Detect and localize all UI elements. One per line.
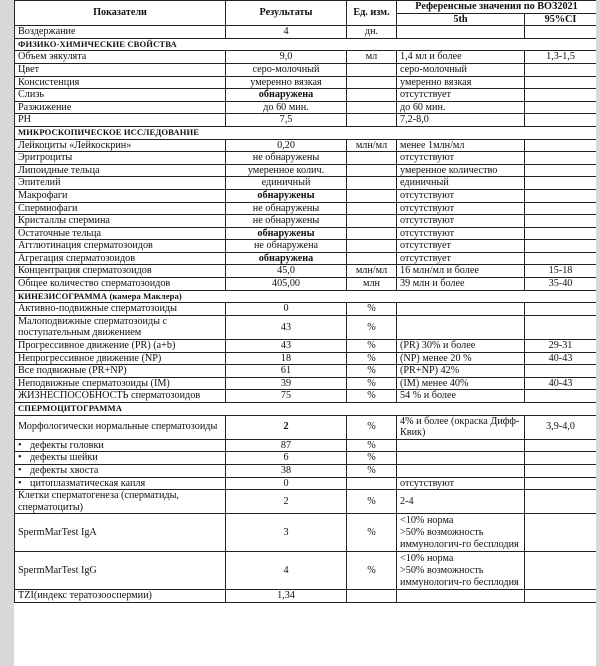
row-ci [525,303,597,316]
row-unit: % [347,552,397,590]
row-name: Макрофаги [15,189,226,202]
row-value: 1,34 [226,590,347,603]
row-value: 43 [226,340,347,353]
row-name: Малоподвижные сперматозоиды с поступательным движением [15,315,226,339]
row-ci [525,189,597,202]
row-ref: отсутствуют [397,477,525,490]
row-ci [525,139,597,152]
row-unit: % [347,365,397,378]
row-name: Спермиофаги [15,202,226,215]
table-row [15,265,597,278]
table-row [15,477,597,490]
row-value: 61 [226,365,347,378]
row-ci [525,590,597,603]
row-unit [347,152,397,165]
table-row [15,352,597,365]
table-row [15,590,597,603]
row-value: 87 [226,439,347,452]
row-unit: % [347,514,397,552]
row-unit [347,240,397,253]
bullet-icon: • [18,452,22,464]
row-value: 45,0 [226,265,347,278]
row-ref-text: <10% норма >50% возможность иммунологич-го бесплодия [400,515,519,550]
row-name: Липоидные тельца [15,164,226,177]
bullet-icon: • [18,477,22,489]
row-ci [525,114,597,127]
report-page [14,0,596,666]
table-row [15,227,597,240]
row-name: Лейкоциты «Лейкоскрин» [15,139,226,152]
table-row [15,152,597,165]
row-name: Агрегация сперматозоидов [15,252,226,265]
row-name: Объем эякулята [15,51,226,64]
row-unit [347,252,397,265]
row-value: 4 [226,26,347,39]
section-title: ФИЗИКО-ХИМИЧЕСКИЕ СВОЙСТВА [15,38,597,51]
row-name-text: дефекты шейки [30,452,98,464]
row-unit: % [347,464,397,477]
row-ci [525,164,597,177]
row-unit [347,114,397,127]
row-value: 0,20 [226,139,347,152]
row-value: не обнаружены [226,202,347,215]
row-ci [525,315,597,339]
section-row [15,290,597,303]
table-row [15,240,597,253]
row-ci [525,89,597,102]
row-unit [347,227,397,240]
row-name: SpermMarTest IgA [15,514,226,552]
row-unit [347,189,397,202]
row-unit: % [347,352,397,365]
row-ci [525,365,597,378]
row-value: не обнаружена [226,240,347,253]
row-ref: отсутствуют [397,152,525,165]
header-95ci: 95%CI [525,13,597,26]
row-unit: % [347,315,397,339]
row-name-text: дефекты хвоста [30,464,99,476]
row-ref: 54 % и более [397,390,525,403]
section-title: КИНЕЗИСОГРАММА (камера Маклера) [15,290,597,303]
table-row [15,377,597,390]
table-row [15,552,597,590]
row-unit: дн. [347,26,397,39]
row-value: не обнаружены [226,152,347,165]
row-name: Агглютинация сперматозоидов [15,240,226,253]
row-ref: до 60 мин. [397,101,525,114]
table-row [15,215,597,228]
row-ci [525,227,597,240]
row-ref: (PR+NP) 42% [397,365,525,378]
row-ref: серо-молочный [397,63,525,76]
table-row [15,76,597,89]
row-value: 39 [226,377,347,390]
row-ci [525,390,597,403]
table-row [15,303,597,316]
row-ref: 16 млн/мл и более [397,265,525,278]
row-unit [347,202,397,215]
row-ci [525,552,597,590]
row-ref [397,514,525,552]
row-ref: (NP) менее 20 % [397,352,525,365]
table-row [15,252,597,265]
row-name: Цвет [15,63,226,76]
row-ci: 15-18 [525,265,597,278]
row-ci [525,63,597,76]
table-row [15,452,597,465]
row-ref: отсутствуют [397,189,525,202]
row-unit: млн/мл [347,265,397,278]
row-value: обнаружена [226,89,347,102]
row-ref [397,464,525,477]
row-value: 2 [226,490,347,514]
row-ref: 2-4 [397,490,525,514]
section-row [15,403,597,416]
row-ref-text: 4% и более (окраска Дифф-Квик) [400,415,520,439]
row-name [15,464,226,477]
row-ci [525,252,597,265]
row-name [15,477,226,490]
row-unit: % [347,452,397,465]
row-ci [525,76,597,89]
row-ci: 3,9-4,0 [525,415,597,439]
bullet-icon: • [18,439,22,451]
row-unit [347,89,397,102]
row-value: 38 [226,464,347,477]
row-ci: 35-40 [525,278,597,291]
row-value: 2 [226,415,347,439]
row-ref: умеренно вязкая [397,76,525,89]
row-name: Слизь [15,89,226,102]
row-ref [397,590,525,603]
row-name [15,439,226,452]
section-row [15,38,597,51]
header-reference: Референсные значения по ВОЗ2021 [397,1,597,14]
table-row [15,114,597,127]
row-value: 0 [226,477,347,490]
row-value: 75 [226,390,347,403]
section-title: МИКРОСКОПИЧЕСКОЕ ИССЛЕДОВАНИЕ [15,126,597,139]
row-name: Кристаллы спермина [15,215,226,228]
row-value: 43 [226,315,347,339]
section-row [15,126,597,139]
row-ref: 7,2-8,0 [397,114,525,127]
row-name: Разжижение [15,101,226,114]
header-units: Ед. изм. [347,1,397,26]
row-ci [525,177,597,190]
row-ci: 29-31 [525,340,597,353]
row-unit: % [347,415,397,439]
row-ci [525,439,597,452]
row-unit [347,477,397,490]
row-name: ЖИЗНЕСПОСОБНОСТЬ сперматозоидов [15,390,226,403]
row-ci [525,490,597,514]
row-ref [397,26,525,39]
row-name: Эпителий [15,177,226,190]
row-ci [525,464,597,477]
row-value: умеренно вязкая [226,76,347,89]
table-row [15,26,597,39]
row-unit [347,590,397,603]
row-name: Морфологически нормальные сперматозоиды [15,415,226,439]
row-ci [525,514,597,552]
table-row [15,490,597,514]
row-name: Активно-подвижные сперматозоиды [15,303,226,316]
row-ci [525,240,597,253]
row-value: обнаружена [226,252,347,265]
row-ref: умеренное количество [397,164,525,177]
table-row [15,315,597,339]
row-value: единичный [226,177,347,190]
row-value: серо-молочный [226,63,347,76]
row-value: 7,5 [226,114,347,127]
row-unit [347,164,397,177]
table-row [15,278,597,291]
row-unit: млн [347,278,397,291]
table-row [15,89,597,102]
table-row [15,189,597,202]
row-name: Эритроциты [15,152,226,165]
row-name: Прогрессивное движение (PR) (a+b) [15,340,226,353]
row-unit: % [347,439,397,452]
row-ci: 40-43 [525,352,597,365]
row-ref: отсутствует [397,252,525,265]
row-value: 4 [226,552,347,590]
row-unit: % [347,377,397,390]
row-name: Остаточные тельца [15,227,226,240]
table-row [15,51,597,64]
table-row [15,365,597,378]
row-ref-text: <10% норма >50% возможность иммунологич-го бесплодия [400,553,519,588]
table-row [15,340,597,353]
table-row [15,202,597,215]
row-name: Непрогрессивное движение (NP) [15,352,226,365]
row-ci [525,452,597,465]
header-5th: 5th [397,13,525,26]
row-ci [525,101,597,114]
row-unit [347,63,397,76]
row-value: обнаружены [226,189,347,202]
row-name: Воздержание [15,26,226,39]
row-value: 9,0 [226,51,347,64]
row-ref: (PR) 30% и более [397,340,525,353]
row-name-text: дефекты головки [30,439,104,451]
table-row [15,63,597,76]
row-name [15,452,226,465]
header-results: Результаты [226,1,347,26]
row-ci [525,477,597,490]
table-row [15,177,597,190]
row-ref [397,303,525,316]
row-unit: млн/мл [347,139,397,152]
table-header-row [15,1,597,14]
row-value: 0 [226,303,347,316]
row-ref [397,452,525,465]
row-unit: % [347,340,397,353]
row-ref: отсутствуют [397,227,525,240]
row-ci: 1,3-1,5 [525,51,597,64]
row-ref: отсутствует [397,89,525,102]
row-value: до 60 мин. [226,101,347,114]
row-unit [347,215,397,228]
row-name-text: цитоплазматическая капля [30,477,146,489]
row-ref: отсутствуют [397,202,525,215]
row-value: 405,00 [226,278,347,291]
row-unit [347,177,397,190]
table-row [15,390,597,403]
row-ref [397,439,525,452]
table-row [15,464,597,477]
row-unit [347,101,397,114]
row-ref: отсутствует [397,240,525,253]
row-ref: (IM) менее 40% [397,377,525,390]
row-value: 3 [226,514,347,552]
row-ref [397,552,525,590]
table-row [15,101,597,114]
row-value: 6 [226,452,347,465]
row-name: Консистенция [15,76,226,89]
section-title: СПЕРМОЦИТОГРАММА [15,403,597,416]
row-name: TZI(индекс тератозооспермии) [15,590,226,603]
row-ref: единичный [397,177,525,190]
row-ci [525,215,597,228]
row-name: Клетки сперматогенеза (сперматиды, сперматоциты) [15,490,226,514]
row-value: умеренное колич. [226,164,347,177]
row-ref [397,415,525,439]
row-ref: менее 1млн/мл [397,139,525,152]
row-unit: мл [347,51,397,64]
row-name: Общее количество сперматозоидов [15,278,226,291]
row-unit [347,76,397,89]
row-unit: % [347,303,397,316]
row-ref [397,315,525,339]
table-row [15,415,597,439]
row-unit: % [347,490,397,514]
row-name: Неподвижные сперматозоиды (IM) [15,377,226,390]
row-ci [525,152,597,165]
row-ref: отсутствуют [397,215,525,228]
table-row [15,164,597,177]
row-ci: 40-43 [525,377,597,390]
row-ref: 39 млн и более [397,278,525,291]
table-row [15,514,597,552]
bullet-icon: • [18,464,22,476]
header-indicator: Показатели [15,1,226,26]
table-row [15,139,597,152]
table-row [15,439,597,452]
row-value: 18 [226,352,347,365]
row-ci [525,26,597,39]
row-value: не обнаружены [226,215,347,228]
row-ci [525,202,597,215]
row-name: PH [15,114,226,127]
semen-analysis-table [14,0,596,603]
row-name: Все подвижные (PR+NP) [15,365,226,378]
row-name: Концентрация сперматозоидов [15,265,226,278]
row-name: SpermMarTest IgG [15,552,226,590]
row-unit: % [347,390,397,403]
row-ref: 1,4 мл и более [397,51,525,64]
row-value: обнаружены [226,227,347,240]
